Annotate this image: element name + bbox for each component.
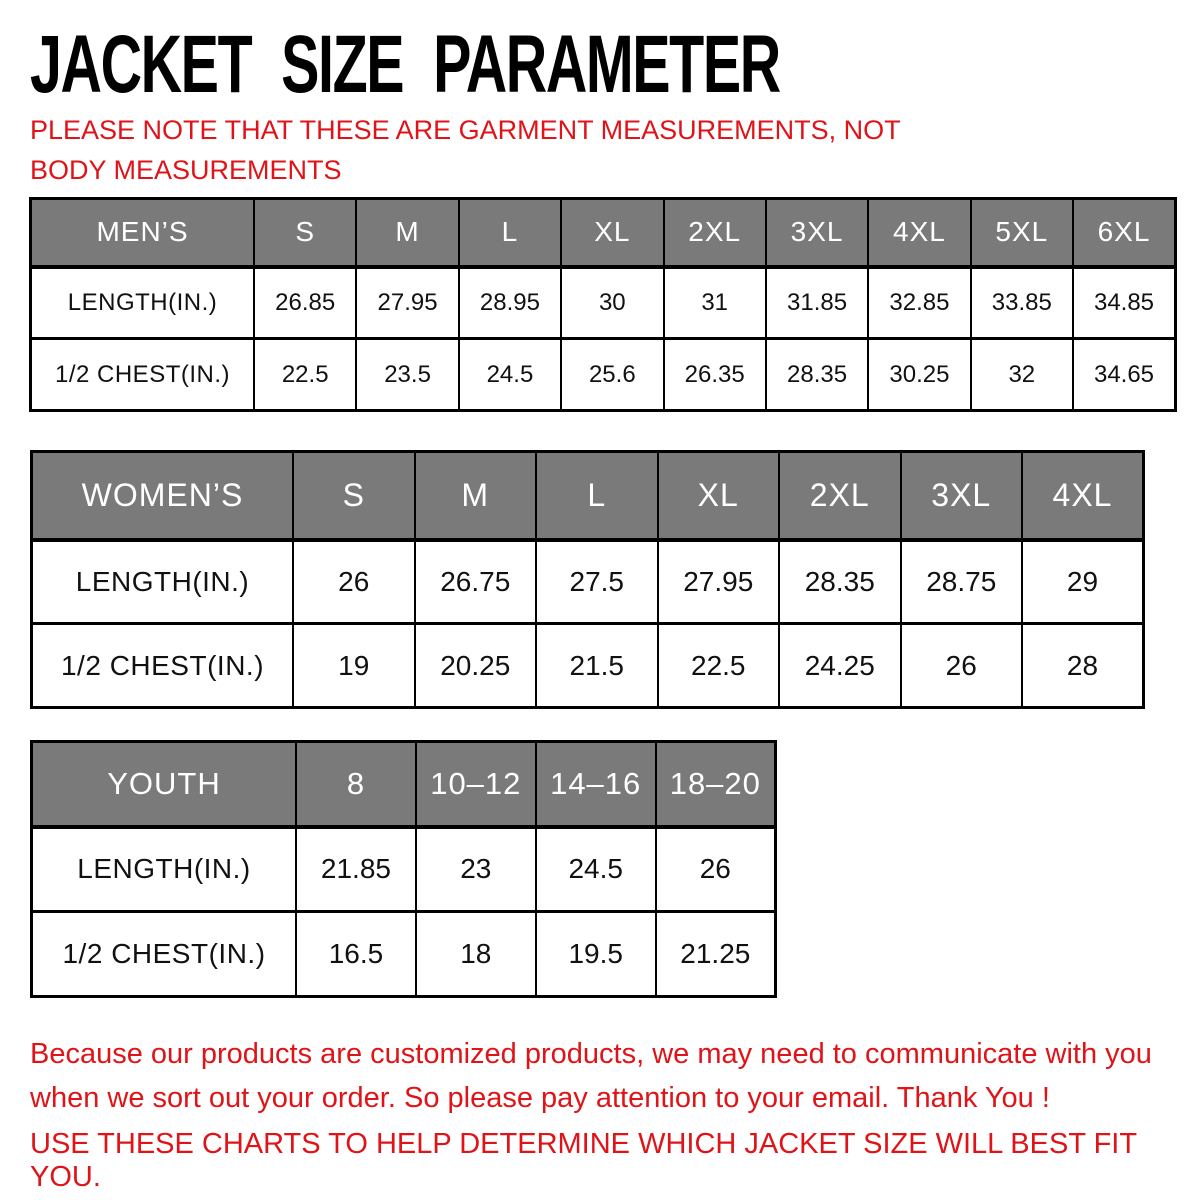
table-title-cell: WOMEN’S	[32, 452, 294, 540]
size-value-cell: 19.5	[536, 912, 656, 997]
size-header-cell: 10–12	[416, 742, 536, 827]
size-value-cell: 16.5	[296, 912, 416, 997]
size-value-cell: 27.5	[536, 540, 658, 624]
table-title-cell: YOUTH	[32, 742, 297, 827]
table-row	[32, 827, 776, 912]
size-header-cell: 6XL	[1073, 199, 1176, 267]
size-header-cell: 4XL	[1022, 452, 1144, 540]
size-header-cell: 3XL	[901, 452, 1023, 540]
size-value-cell: 28	[1022, 624, 1144, 708]
header-row	[32, 742, 776, 827]
row-label: 1/2 CHEST(IN.)	[31, 339, 255, 411]
size-value-cell: 24.25	[779, 624, 901, 708]
size-value-cell: 25.6	[561, 339, 663, 411]
size-value-cell: 30	[561, 267, 663, 339]
usage-instruction: USE THESE CHARTS TO HELP DETERMINE WHICH JACKET SIZE WILL BEST FIT YOU.	[30, 1128, 1137, 1193]
size-value-cell: 22.5	[254, 339, 356, 411]
size-value-cell: 26.75	[415, 540, 537, 624]
size-header-cell: S	[293, 452, 415, 540]
size-header-cell: XL	[658, 452, 780, 540]
size-value-cell: 21.85	[296, 827, 416, 912]
table-row	[32, 624, 1144, 708]
size-value-cell: 32.85	[868, 267, 970, 339]
row-label: LENGTH(IN.)	[32, 827, 297, 912]
table-row	[31, 339, 1176, 411]
size-value-cell: 21.25	[656, 912, 776, 997]
size-header-cell: 3XL	[766, 199, 868, 267]
table-title-cell: MEN’S	[31, 199, 255, 267]
size-value-cell: 27.95	[356, 267, 458, 339]
size-value-cell: 29	[1022, 540, 1144, 624]
size-value-cell: 26	[901, 624, 1023, 708]
size-value-cell: 19	[293, 624, 415, 708]
row-label: LENGTH(IN.)	[31, 267, 255, 339]
size-value-cell: 23	[416, 827, 536, 912]
table-row	[32, 912, 776, 997]
size-value-cell: 31	[664, 267, 766, 339]
size-header-cell: L	[536, 452, 658, 540]
page-title: JACKET SIZE PARAMETER	[30, 19, 780, 110]
header-row	[31, 199, 1176, 267]
table-row	[32, 540, 1144, 624]
mens-size-table	[29, 197, 1177, 412]
size-value-cell: 24.5	[459, 339, 561, 411]
table-row	[31, 267, 1176, 339]
size-header-cell: 8	[296, 742, 416, 827]
size-value-cell: 26.85	[254, 267, 356, 339]
size-value-cell: 27.95	[658, 540, 780, 624]
size-value-cell: 26	[293, 540, 415, 624]
size-header-cell: XL	[561, 199, 663, 267]
size-value-cell: 28.35	[779, 540, 901, 624]
womens-size-table	[30, 450, 1145, 709]
size-value-cell: 20.25	[415, 624, 537, 708]
size-header-cell: 5XL	[971, 199, 1073, 267]
size-header-cell: 4XL	[868, 199, 970, 267]
size-header-cell: 18–20	[656, 742, 776, 827]
size-value-cell: 33.85	[971, 267, 1073, 339]
size-value-cell: 21.5	[536, 624, 658, 708]
size-value-cell: 34.85	[1073, 267, 1176, 339]
size-value-cell: 30.25	[868, 339, 970, 411]
size-value-cell: 26.35	[664, 339, 766, 411]
size-value-cell: 28.95	[459, 267, 561, 339]
youth-size-table	[30, 740, 777, 998]
size-value-cell: 26	[656, 827, 776, 912]
size-header-cell: S	[254, 199, 356, 267]
size-header-cell: 2XL	[664, 199, 766, 267]
size-value-cell: 18	[416, 912, 536, 997]
size-value-cell: 22.5	[658, 624, 780, 708]
size-value-cell: 34.65	[1073, 339, 1176, 411]
size-header-cell: 14–16	[536, 742, 656, 827]
row-label: LENGTH(IN.)	[32, 540, 294, 624]
size-header-cell: M	[415, 452, 537, 540]
row-label: 1/2 CHEST(IN.)	[32, 912, 297, 997]
size-header-cell: M	[356, 199, 458, 267]
header-row	[32, 452, 1144, 540]
size-header-cell: L	[459, 199, 561, 267]
size-value-cell: 28.35	[766, 339, 868, 411]
size-value-cell: 31.85	[766, 267, 868, 339]
row-label: 1/2 CHEST(IN.)	[32, 624, 294, 708]
garment-measurement-note: PLEASE NOTE THAT THESE ARE GARMENT MEASUREMENTS, NOT BODY MEASUREMENTS	[30, 115, 901, 185]
size-value-cell: 28.75	[901, 540, 1023, 624]
size-header-cell: 2XL	[779, 452, 901, 540]
customization-notice: Because our products are customized products, we may need to communicate with you when we sort out your order. So please pay attention to your email. Thank You !	[30, 1038, 1152, 1114]
size-value-cell: 24.5	[536, 827, 656, 912]
size-value-cell: 23.5	[356, 339, 458, 411]
size-value-cell: 32	[971, 339, 1073, 411]
